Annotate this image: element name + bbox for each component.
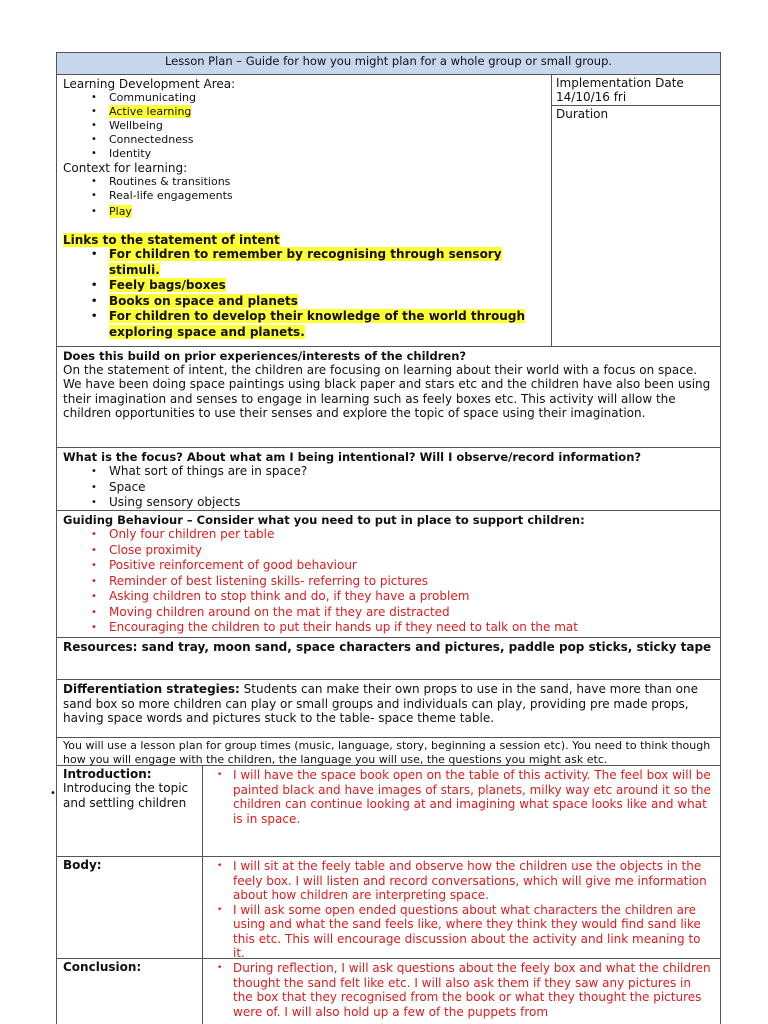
duration-label: Duration — [556, 107, 609, 121]
list-item: • Real-life engagements — [63, 189, 545, 203]
resources-section: Resources: sand tray, moon sand, space characters and pictures, paddle pop sticks, sticky tape — [57, 638, 720, 680]
learning-area-list — [63, 91, 545, 161]
implementation-label: Implementation Date — [556, 76, 684, 90]
list-item: • Moving children around on the mat if they are distracted — [63, 605, 714, 621]
highlighted-text: For children to remember by recognising through sensory stimuli. — [109, 247, 502, 277]
list-item: • Asking children to stop think and do, if they have a problem — [63, 589, 714, 605]
differentiation-label: Differentiation strategies: — [63, 682, 240, 696]
list-item: • Communicating — [63, 91, 545, 105]
guiding-behaviour-section — [57, 511, 720, 638]
focus-list — [63, 464, 714, 511]
introduction-sub: Introducing the topic and settling children — [63, 781, 189, 810]
body-section — [57, 857, 720, 959]
header-section — [57, 75, 720, 347]
list-item — [63, 278, 535, 294]
list-item: • Encouraging the children to put their hands up if they need to talk on the mat — [63, 620, 714, 636]
highlighted-text: Books on space and planets — [109, 293, 298, 308]
page-title: Lesson Plan – Guide for how you might plan for a whole group or small group. — [57, 53, 720, 75]
body-content — [203, 857, 720, 958]
list-item — [63, 247, 535, 278]
prior-experience-section — [57, 347, 720, 448]
differentiation-text: Students can make their own props to use in the sand, have more than one sand box so more children can play or small groups and individuals can play, providing pre made props, having space words and pictures stuck to the table- space theme table. — [63, 682, 698, 725]
conclusion-content — [203, 959, 720, 1024]
context-list — [63, 175, 545, 219]
list-item: • Connectedness — [63, 133, 545, 147]
guiding-list — [63, 527, 714, 636]
lesson-plan-document — [56, 52, 721, 1024]
conclusion-list — [209, 961, 714, 1019]
links-label — [63, 233, 545, 247]
highlighted-text: Play — [109, 205, 132, 218]
date-duration-cell — [552, 75, 720, 346]
conclusion-section — [57, 959, 720, 1024]
implementation-date — [552, 75, 720, 106]
group-time-note: You will use a lesson plan for group times (music, language, story, beginning a session etc). You need to think though how you will engage with the children, the language you will use, the questions you might ask etc. — [57, 738, 720, 766]
highlighted-text: Links to the statement of intent — [63, 233, 280, 247]
body-list — [209, 859, 714, 961]
prior-label: Does this build on prior experiences/interests of the children? — [63, 349, 467, 363]
list-item: • I will have the space book open on the table of this activity. The feel box will be painted black and have images of stars, planets, milky way etc around it so the children can continue looking at and imagining what space looks like and what is in space. — [209, 768, 714, 826]
list-item: • Reminder of best listening skills- referring to pictures — [63, 574, 714, 590]
list-item: • I will sit at the feely table and observe how the children use the objects in the feely box. I will listen and record conversations, which will give me information about how children are interpreting space. — [209, 859, 714, 903]
highlighted-text: For children to develop their knowledge of the world through exploring space and planets. — [109, 309, 525, 339]
list-item: • Using sensory objects — [63, 495, 714, 511]
differentiation-section — [57, 680, 720, 738]
list-item — [63, 205, 545, 219]
list-item: • What sort of things are in space? — [63, 464, 714, 480]
introduction-section — [57, 766, 720, 857]
implementation-value: 14/10/16 fri — [556, 90, 627, 104]
body-label: Body: — [57, 857, 203, 958]
introduction-content — [203, 766, 720, 856]
list-item — [63, 309, 535, 340]
list-item: • Space — [63, 480, 714, 496]
list-item: • Routines & transitions — [63, 175, 545, 189]
list-item: • I will ask some open ended questions about what characters the children are using and what the sand feels like, where they think they would find sand like this etc. This will encourage discussion about the activity and link meaning to it. — [209, 903, 714, 961]
focus-label: What is the focus? About what am I being intentional? Will I observe/record information? — [63, 450, 642, 464]
list-item: • Identity — [63, 147, 545, 161]
introduction-label: Introduction: — [63, 767, 152, 781]
learning-area-cell — [57, 75, 552, 346]
context-label: Context for learning: — [63, 161, 188, 175]
highlighted-text: Feely bags/boxes — [109, 278, 226, 292]
introduction-list — [209, 768, 714, 826]
list-item: • Close proximity — [63, 543, 714, 559]
prior-text: On the statement of intent, the children are focusing on learning about their world with a focus on space. We have been doing space paintings using black paper and stars etc and the children have also been using their imagination and senses to engage in learning such as feely boxes etc. This activity will allow the children opportunities to use their senses and explore the topic of space using their imagination. — [63, 363, 711, 420]
stray-bullet: • — [50, 788, 56, 799]
guiding-label: Guiding Behaviour – Consider what you need to put in place to support children: — [63, 513, 585, 527]
highlighted-text: Active learning — [109, 105, 192, 118]
introduction-label-cell — [57, 766, 203, 856]
list-item — [63, 105, 545, 119]
list-item: • Wellbeing — [63, 119, 545, 133]
focus-section — [57, 448, 720, 511]
conclusion-label: Conclusion: — [57, 959, 203, 1024]
learning-area-label: Learning Development Area: — [63, 77, 236, 91]
list-item — [63, 294, 535, 310]
list-item: • Only four children per table — [63, 527, 714, 543]
list-item: • During reflection, I will ask questions about the feely box and what the children thought the sand felt like etc. I will also ask them if they saw any pictures in the box that they recognised from the book or what they thought the pictures were of. I will also hold up a few of the puppets from — [209, 961, 714, 1019]
links-list — [63, 247, 545, 340]
list-item: • Positive reinforcement of good behaviour — [63, 558, 714, 574]
